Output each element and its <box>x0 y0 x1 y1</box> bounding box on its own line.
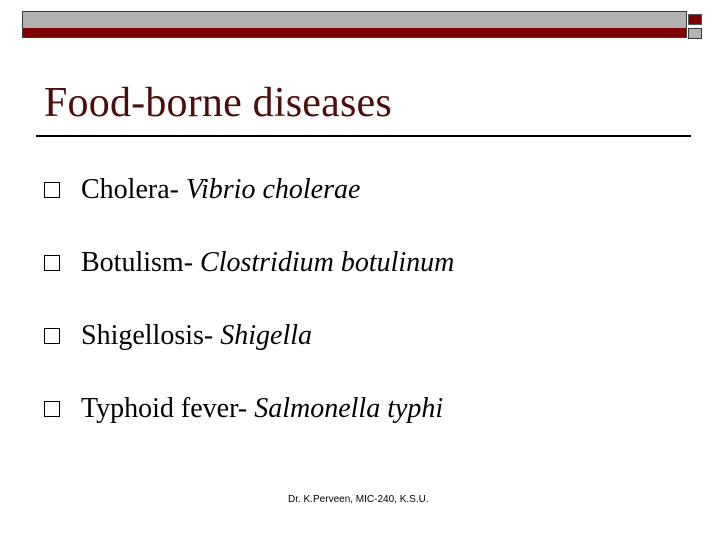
hollow-square-bullet-icon <box>44 328 60 344</box>
disease-name: Typhoid fever- <box>81 393 255 424</box>
corner-square-grey <box>688 28 702 39</box>
slide-footer: Dr. K.Perveen, MIC-240, K.S.U. <box>288 494 429 505</box>
title-underline <box>36 135 691 137</box>
organism-name: Salmonella typhi <box>254 393 444 424</box>
top-band-maroon-stripe <box>23 28 686 37</box>
hollow-square-bullet-icon <box>44 255 60 271</box>
disease-name: Botulism- <box>81 247 201 278</box>
bullet-text <box>81 172 360 208</box>
disease-name: Shigellosis- <box>81 320 221 351</box>
disease-name: Cholera- <box>81 174 186 205</box>
organism-name: Vibrio cholerae <box>185 174 361 205</box>
slide-title: Food-borne diseases <box>44 80 392 126</box>
organism-name: Clostridium botulinum <box>200 247 455 278</box>
top-decorative-band <box>22 11 687 38</box>
bullet-text <box>81 245 454 281</box>
hollow-square-bullet-icon <box>44 401 60 417</box>
organism-name: Shigella <box>220 320 312 351</box>
hollow-square-bullet-icon <box>44 182 60 198</box>
bullet-text <box>81 318 312 354</box>
corner-square-maroon <box>688 14 702 25</box>
bullet-text <box>81 391 443 427</box>
corner-decoration <box>686 11 706 39</box>
